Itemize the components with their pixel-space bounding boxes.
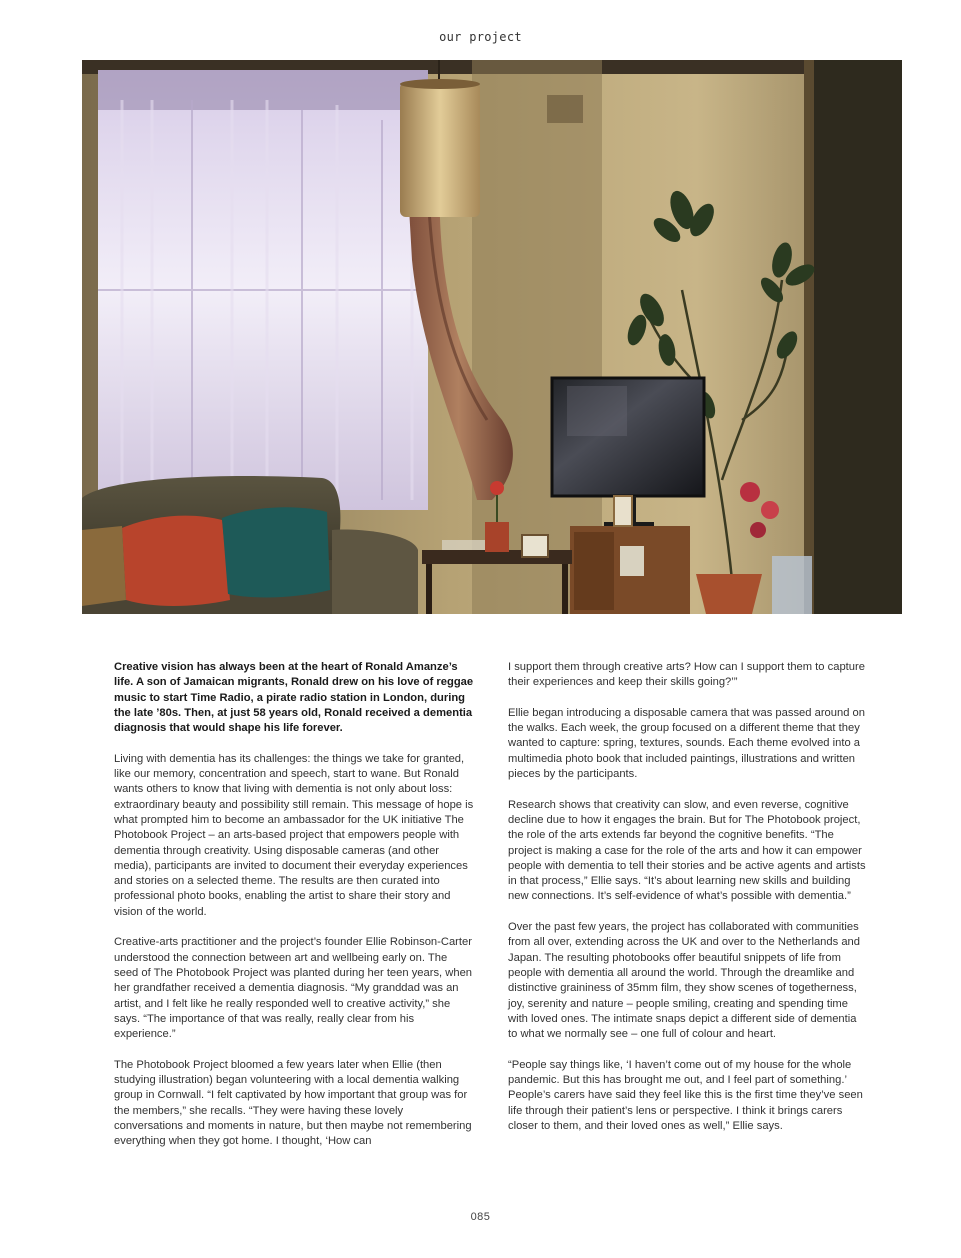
page-number: 085	[470, 1211, 491, 1223]
article-paragraph: I support them through creative arts? How can I support them to capture their experiences and keep their skills going?’”	[508, 661, 865, 689]
section-label: our project	[439, 30, 522, 44]
living-room-photo	[82, 60, 902, 614]
article-lead-paragraph: Creative vision has always been at the heart of Ronald Amanze’s life. A son of Jamaican migrants, Ronald drew on his love of reggae music to start Time Radio, a pirate radio station in London, during the late ’80s. Then, at just 58 years old, Ronald received a dementia diagnosis that would shape his life forever.	[114, 661, 474, 735]
article-paragraph: Creative-arts practitioner and the project’s founder Ellie Robinson-Carter understood the connection between art and wellbeing early on. The seed of The Photobook Project was planted during her teen years, when her grandfather received a dementia diagnosis. “My granddad was an artist, and I felt like he really responded well to creative activity,” she says. “The importance of that was really, really clear from his experience.”	[114, 936, 473, 1041]
article-paragraph: Living with dementia has its challenges: the things we take for granted, like our memory, concentration and speech, start to wane. But Ronald wants others to know that living with dementia is not only about loss: extraordinary beauty and possibility still remain. This message of hope is what prompted him to become an ambassador for the UK initiative The Photobook Project – an arts-based project that empowers people with dementia through creativity. Using disposable cameras (and other media), participants are invited to document their everyday experiences and stories on a selected theme. The results are then curated into professional photo books, enabling the artist to share their story and vision of the world.	[114, 752, 474, 918]
article-left-column	[114, 660, 474, 1165]
article-paragraph: “People say things like, ‘I haven’t come out of my house for the whole pandemic. But this has brought me out, and I feel part of something.’ People’s carers have said they feel like this is the first time they’ve seen life through their patient’s lens or perspective. I think it brings carers closer to them, and their loved ones as well,” Ellie says.	[508, 1058, 863, 1132]
article-paragraph: Ellie began introducing a disposable camera that was passed around on the walks. Each week, the group focused on a different theme that they wanted to capture: spring, textures, sounds. Each theme evolved into a multimedia photo book that included paintings, illustrations and written pieces by the participants.	[508, 706, 865, 781]
article-paragraph: Research shows that creativity can slow, and even reverse, cognitive decline due to how it engages the brain. But for The Photobook project, the role of the arts extends far beyond the cognitive benefits. “The project is making a case for the role of the arts and how it can empower people with dementia to tell their stories and be active agents and artists in that process,” Ellie says. “It’s about learning new skills and building new connections. It’s self-evidence of what’s possible with dementia.”	[508, 798, 866, 903]
article-paragraph: The Photobook Project bloomed a few years later when Ellie (then studying illustration) began volunteering with a local dementia walking group in Cornwall. “I felt captivated by how important that group was for the members,” she recalls. “They were having these lovely conversations and moments in nature, but then maybe not remembering everything when they got home. I thought, ‘How can	[114, 1058, 472, 1148]
article-right-column	[508, 660, 868, 1150]
article-paragraph: Over the past few years, the project has collaborated with communities from all over, extending across the UK and over to the Netherlands and Japan. The resulting photobooks offer beautiful snippets of life from people with dementia all around the world. Through the dreamlike and distinctive graininess of 35mm film, they show scenes of togetherness, joy, serenity and nature – people smiling, creating and spending time with loved ones. The intimate snaps depict a different side of dementia to what we normally see – one full of colour and heart.	[508, 921, 860, 1041]
